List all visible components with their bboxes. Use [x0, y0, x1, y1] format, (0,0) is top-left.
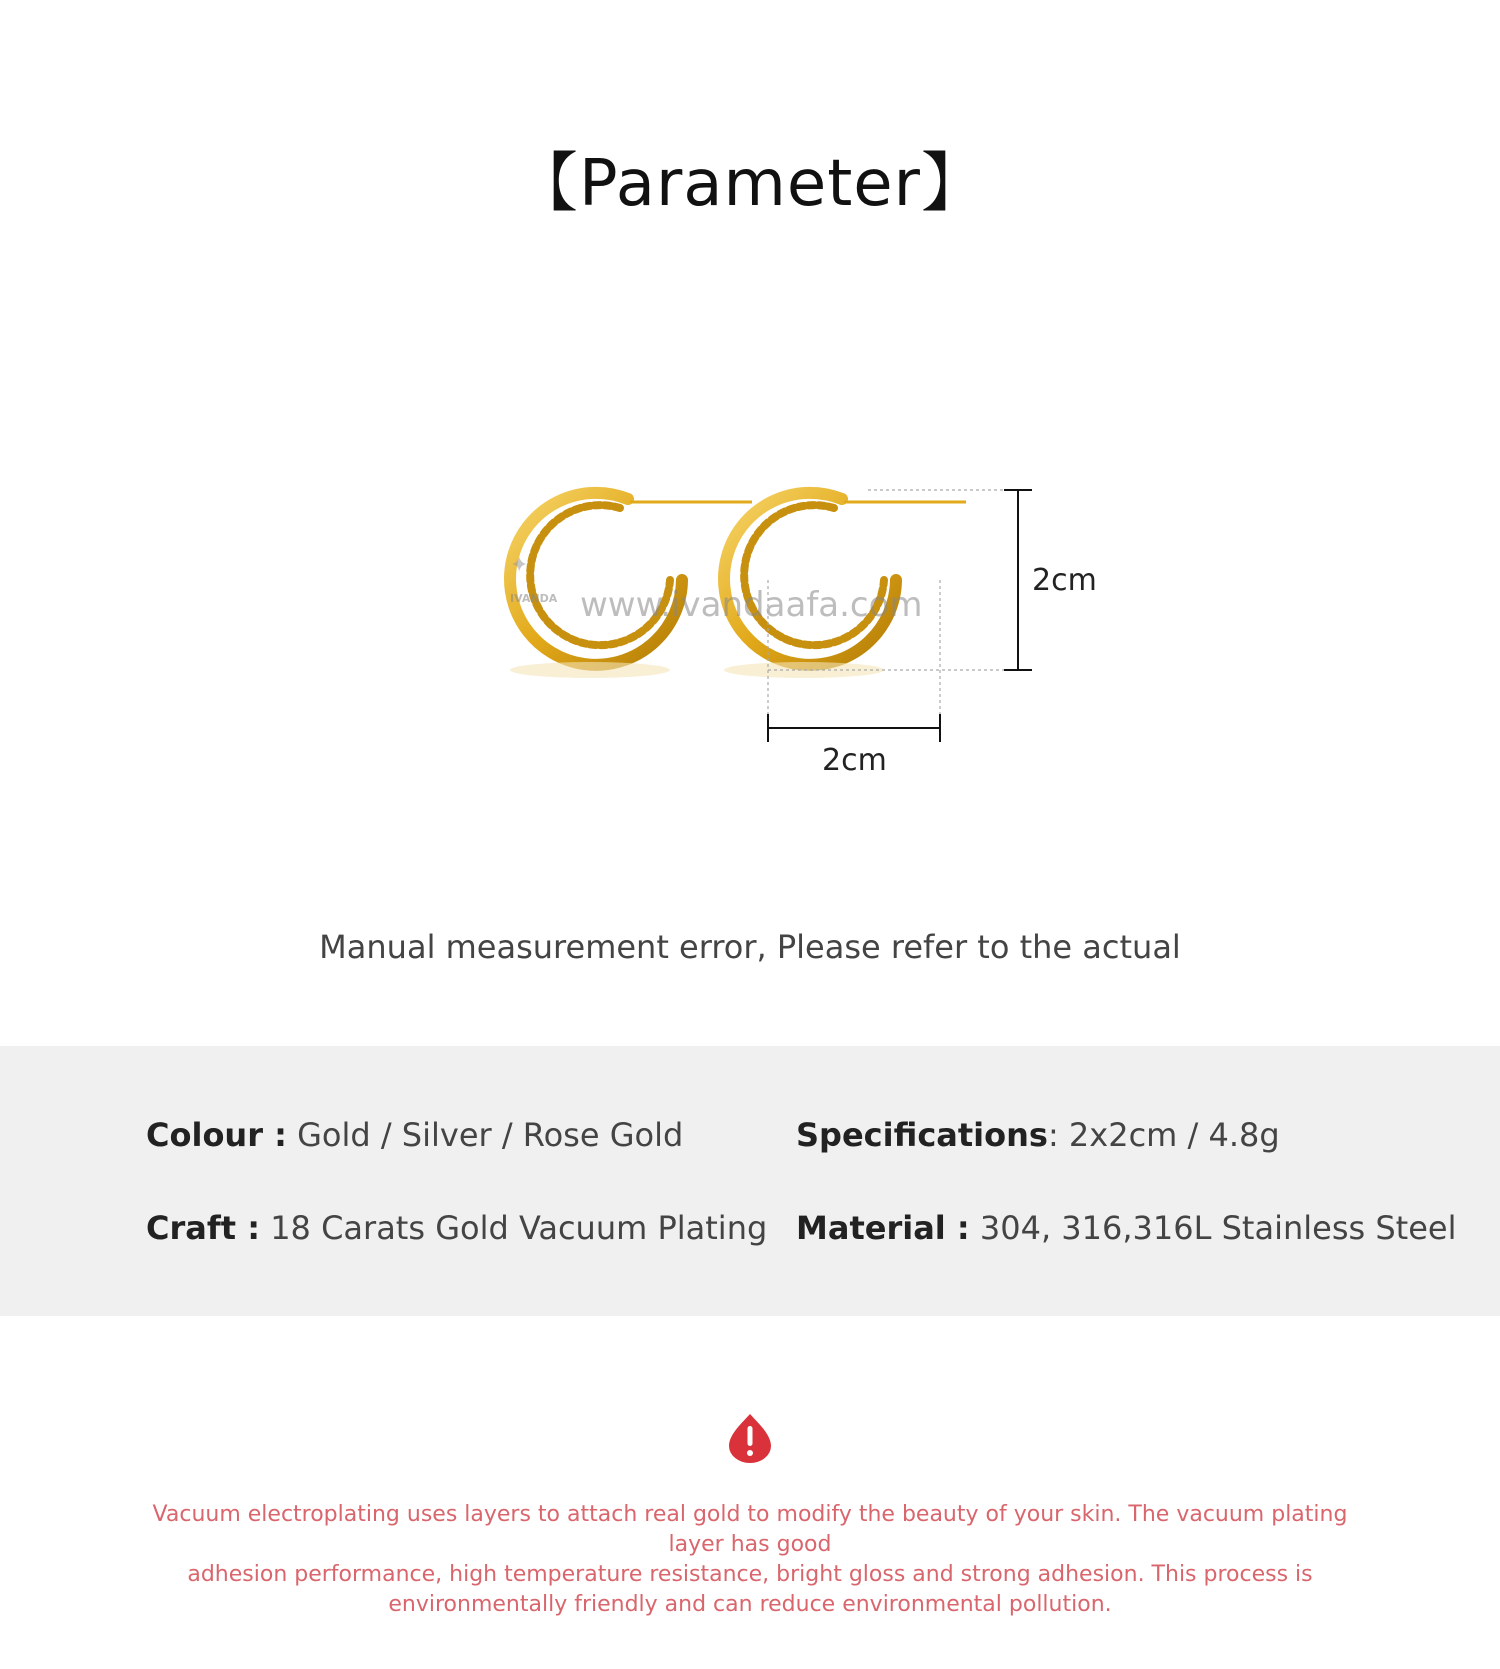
width-label: 2cm — [822, 743, 887, 778]
watermark — [510, 553, 923, 625]
spec-panel — [0, 1046, 1500, 1316]
spec-colour-key: Colour : — [146, 1116, 287, 1154]
disclaimer-line-1: Vacuum electroplating uses layers to attach real gold to modify the beauty of your skin. The vacuum plating layer has good — [152, 1502, 1348, 1557]
spec-specifications-key: Specifications — [796, 1116, 1048, 1154]
spec-craft-value: 18 Carats Gold Vacuum Plating — [270, 1209, 768, 1247]
spec-colour — [146, 1116, 683, 1154]
disclaimer-text — [140, 1500, 1360, 1620]
watermark-brand: IVANDA — [510, 592, 558, 605]
spec-craft-key: Craft : — [146, 1209, 261, 1247]
product-photo — [480, 440, 1120, 780]
disclaimer-line-3: environmentally friendly and can reduce environmental pollution. — [388, 1592, 1112, 1617]
spec-specifications — [796, 1116, 1280, 1154]
spec-craft — [146, 1209, 767, 1247]
spec-colour-value: Gold / Silver / Rose Gold — [297, 1116, 684, 1154]
width-dimension — [768, 714, 940, 742]
svg-text:✦: ✦ — [510, 553, 529, 578]
exclamation-icon — [727, 1412, 773, 1464]
height-label: 2cm — [1032, 563, 1097, 598]
watermark-url: www.ivandaafa.com — [580, 585, 923, 625]
spec-material — [796, 1209, 1456, 1247]
height-dimension — [1004, 490, 1032, 670]
page-title: 【Parameter】 — [514, 147, 986, 221]
spec-specifications-value: : 2x2cm / 4.8g — [1047, 1116, 1280, 1154]
spec-material-key: Material : — [796, 1209, 970, 1247]
disclaimer-line-2: adhesion performance, high temperature resistance, bright gloss and strong adhesion. This process is — [187, 1562, 1313, 1587]
spec-material-value: 304, 316,316L Stainless Steel — [979, 1209, 1457, 1247]
measurement-note: Manual measurement error, Please refer to the actual — [319, 928, 1181, 966]
